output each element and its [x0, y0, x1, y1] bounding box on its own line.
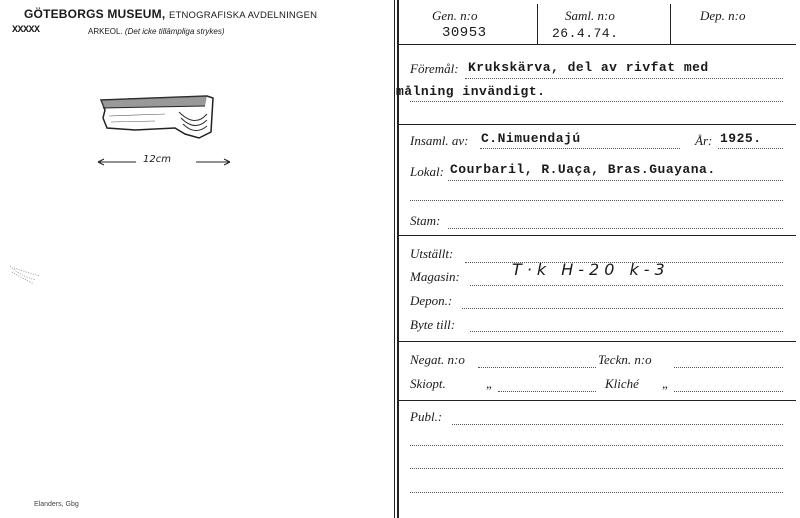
depon-rule [462, 308, 783, 309]
kliche-rule [674, 391, 783, 392]
museum-title: GÖTEBORGS MUSEUM, [24, 7, 166, 21]
skiopt-ditto: „ [486, 376, 494, 391]
gen-label: Gen. n:o [432, 8, 478, 23]
dep-label: Dep. n:o [700, 8, 746, 23]
lokal-rule-2 [410, 200, 783, 201]
skiopt-label: Skiopt. [410, 376, 446, 391]
publ-rule-3 [410, 468, 783, 469]
header-bottom-rule [398, 44, 796, 45]
stam-label: Stam: [410, 213, 441, 228]
scale-note: 12cm [143, 154, 171, 165]
stam-bottom-rule [398, 235, 796, 236]
magasin-value: T·k H-20 k-3 [512, 260, 670, 279]
utstallt-label: Utställt: [410, 246, 454, 261]
kliche-label: Kliché [605, 376, 639, 391]
insaml-rule [480, 148, 680, 149]
publ-label: Publ.: [410, 409, 443, 424]
kliche-ditto: „ [662, 376, 670, 391]
stam-rule [448, 228, 783, 229]
skiopt-rule [498, 391, 596, 392]
foremal-rule-1 [465, 78, 783, 79]
saml-label: Saml. n:o [565, 8, 615, 23]
foremal-line1: Krukskärva, del av rivfat med [468, 60, 709, 75]
byte-rule [470, 331, 783, 332]
publ-rule-1 [452, 424, 783, 425]
teckn-rule [674, 367, 783, 368]
smudge-mark [6, 262, 46, 286]
ar-rule [718, 148, 783, 149]
depon-label: Depon.: [410, 293, 453, 308]
ar-label: År: [695, 133, 713, 148]
byte-bottom-rule [398, 341, 796, 342]
header-separator-1 [537, 4, 538, 44]
insaml-label: Insaml. av: [410, 133, 469, 148]
header-separator-2 [670, 4, 671, 44]
lokal-label: Lokal: [410, 164, 444, 179]
magasin-label: Magasin: [410, 269, 460, 284]
byte-label: Byte till: [410, 317, 456, 332]
saml-value: 26.4.74. [552, 26, 619, 41]
museum-name [24, 7, 317, 21]
lokal-value: Courbaril, R.Uaça, Bras.Guayana. [450, 162, 716, 177]
kliche-bottom-rule [398, 400, 796, 401]
gen-value: 30953 [442, 25, 487, 41]
magasin-rule [470, 285, 783, 286]
publ-rule-2 [410, 445, 783, 446]
printer-footer: Elanders, Gbg [34, 501, 79, 508]
publ-rule-4 [410, 492, 783, 493]
arkeol-label [88, 27, 225, 36]
lokal-rule-1 [448, 180, 783, 181]
struck-text: XXXXX [12, 25, 40, 36]
instruction-note: (Det icke tillämpliga strykes) [124, 27, 225, 36]
card-divider-left [394, 0, 395, 518]
potsherd-sketch [95, 88, 235, 148]
negat-rule [478, 367, 596, 368]
department-name: ETNOGRAFISKA AVDELNINGEN [168, 10, 318, 21]
foremal-bottom-rule [398, 124, 796, 125]
teckn-label: Teckn. n:o [598, 352, 652, 367]
insaml-value: C.Nimuendajú [481, 131, 581, 146]
card-divider-right [397, 0, 399, 518]
foremal-label: Föremål: [410, 61, 459, 76]
negat-label: Negat. n:o [410, 352, 465, 367]
foremal-line2: målning invändigt. [396, 84, 546, 99]
ar-value: 1925. [720, 131, 762, 146]
foremal-rule-2 [410, 101, 783, 102]
arkeol-text: ARKEOL. [88, 27, 123, 36]
